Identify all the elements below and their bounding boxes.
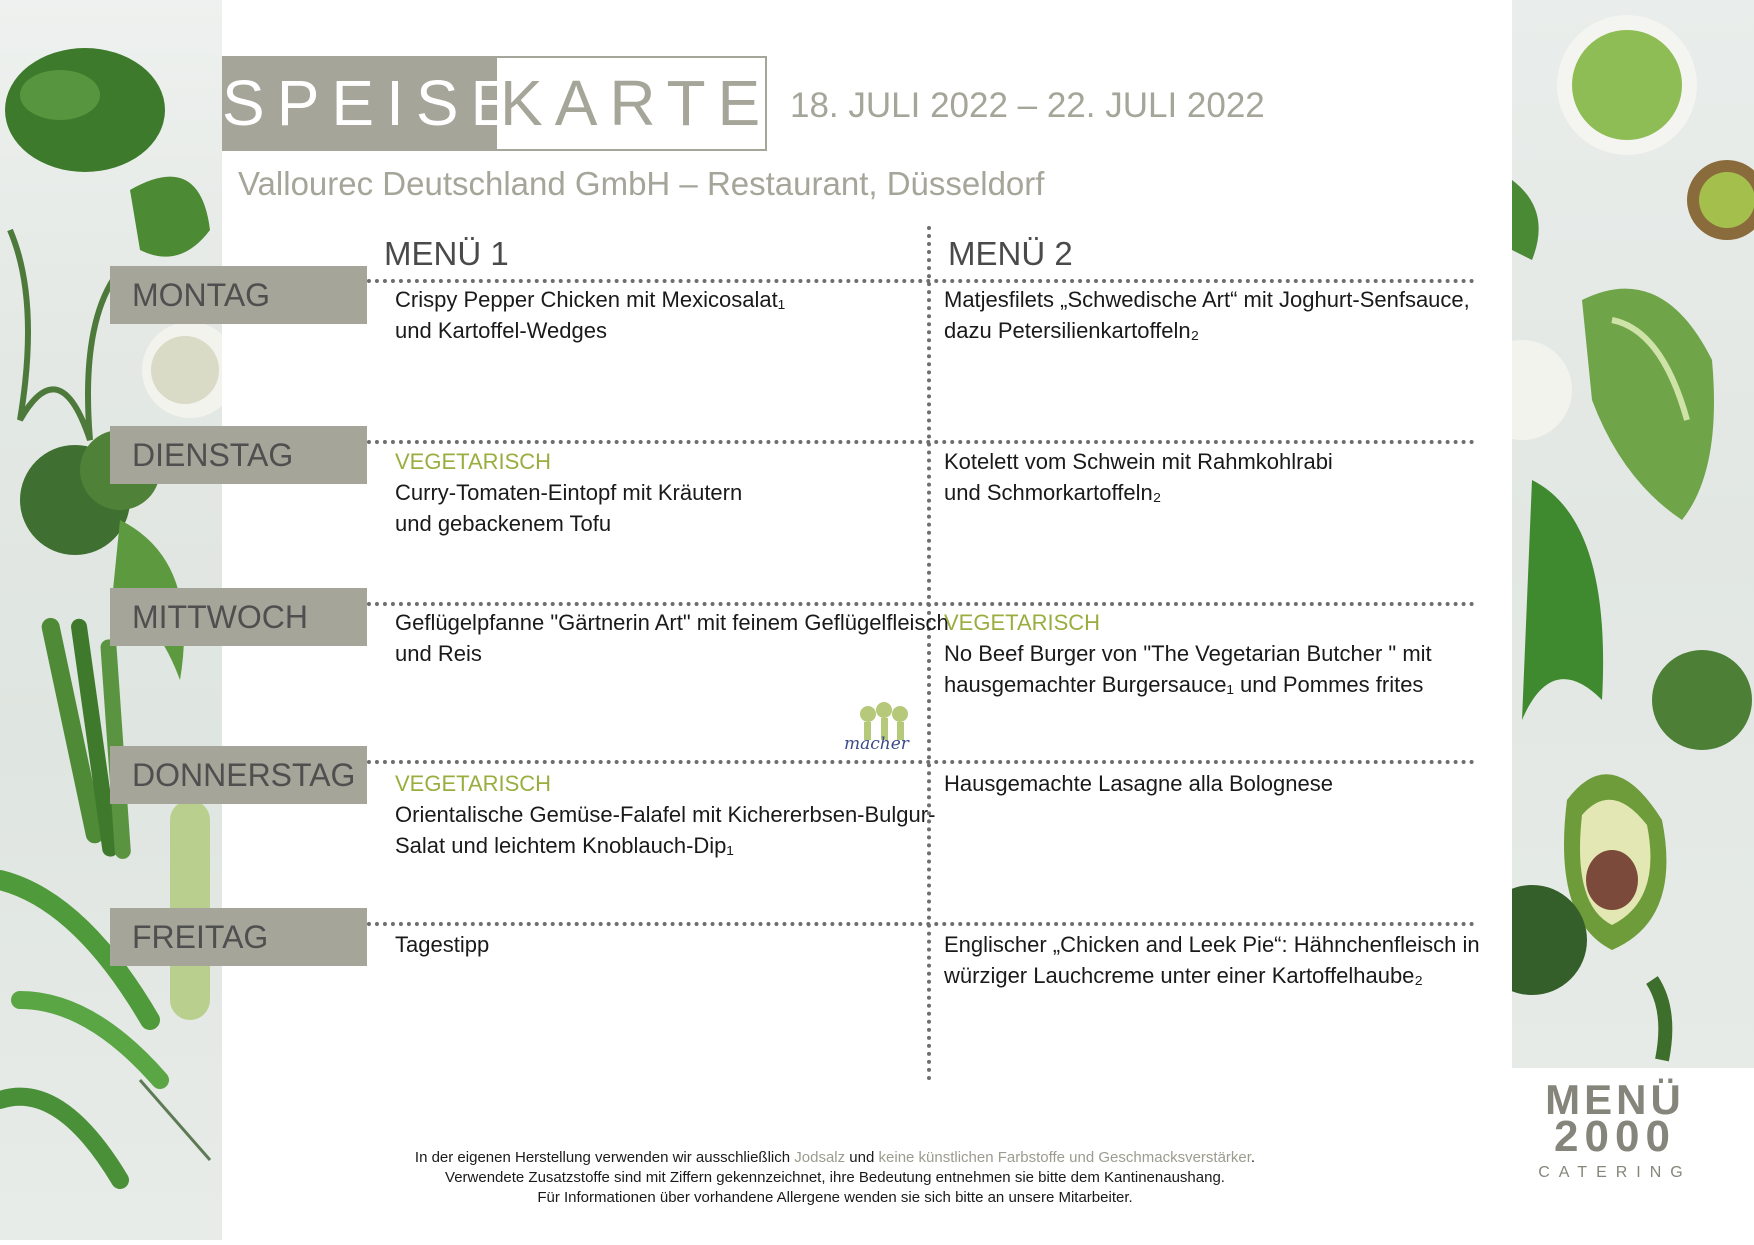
row-divider <box>335 279 1475 283</box>
meal-mittwoch-menu2 <box>944 607 1432 700</box>
day-label-donnerstag: DONNERSTAG <box>110 746 367 804</box>
menu1-heading: MENÜ 1 <box>384 235 509 272</box>
row-divider <box>335 602 1475 606</box>
meal-line: No Beef Burger von "The Vegetarian Butcher " mit <box>944 641 1432 666</box>
restaurant-subtitle: Vallourec Deutschland GmbH – Restaurant, Düsseldorf <box>238 165 1045 202</box>
menu2-heading: MENÜ 2 <box>948 235 1073 272</box>
meal-line: hausgemachter Burgersauce₁ und Pommes frites <box>944 672 1424 697</box>
day-label-dienstag: DIENSTAG <box>110 426 367 484</box>
footer-notes <box>300 1148 1370 1208</box>
row-divider <box>335 760 1475 764</box>
date-range: 18. JULI 2022 – 22. JULI 2022 <box>790 86 1265 125</box>
logo-line-1: MENÜ <box>1545 1076 1685 1123</box>
vegetable-image-right <box>1512 0 1754 1068</box>
footer-line-3: Für Informationen über vorhandene Allergene wenden sie sich bitte an unsere Mitarbeiter. <box>537 1189 1133 1206</box>
vegetarian-tag: VEGETARISCH <box>395 771 552 796</box>
footer-text: . <box>1250 1149 1256 1166</box>
meal-line: und Kartoffel-Wedges <box>395 318 607 343</box>
meal-freitag-menu1 <box>395 929 489 960</box>
meal-line: Hausgemachte Lasagne alla Bolognese <box>944 771 1333 796</box>
meal-line: Curry-Tomaten-Eintopf mit Kräutern <box>395 480 743 505</box>
meal-freitag-menu2 <box>944 929 1480 991</box>
footer-line-2: Verwendete Zusatzstoffe sind mit Ziffern gekennzeichnet, ihre Bedeutung entnehmen sie bitte dem Kantinenaushang. <box>445 1169 1225 1186</box>
meal-line: Salat und leichtem Knoblauch-Dip₁ <box>395 833 734 858</box>
day-label-mittwoch: MITTWOCH <box>110 588 367 646</box>
title-karte: KARTE <box>500 67 773 139</box>
meal-line: Englischer „Chicken and Leek Pie“: Hähnchenfleisch in <box>944 932 1480 957</box>
meal-line: und Reis <box>395 641 482 666</box>
meal-mittwoch-menu1 <box>395 607 949 669</box>
meal-line: Geflügelpfanne "Gärtnerin Art" mit feinem Geflügelfleisch <box>395 610 949 635</box>
row-divider <box>335 922 1475 926</box>
meal-line: würziger Lauchcreme unter einer Kartoffelhaube₂ <box>944 963 1423 988</box>
meal-line: Tagestipp <box>395 932 490 957</box>
fitmacher-badge <box>840 700 920 755</box>
meal-line: Crispy Pepper Chicken mit Mexicosalat₁ <box>395 287 786 312</box>
meal-dienstag-menu2 <box>944 446 1333 508</box>
row-divider <box>335 440 1475 444</box>
meal-line: Orientalische Gemüse-Falafel mit Kichererbsen-Bulgur- <box>395 802 936 827</box>
footer-highlight: Jodsalz <box>794 1149 846 1166</box>
meal-dienstag-menu1 <box>395 446 742 539</box>
meal-montag-menu1 <box>395 284 785 346</box>
footer-line-1 <box>300 1148 1370 1168</box>
footer-highlight: keine künstlichen Farbstoffe und Geschmacksverstärker <box>878 1149 1251 1166</box>
day-label-freitag: FREITAG <box>110 908 367 966</box>
vegetable-illustration-right <box>1512 0 1754 1068</box>
logo-line-3: CATERING <box>1538 1164 1692 1181</box>
meal-donnerstag-menu2 <box>944 768 1333 799</box>
meal-montag-menu2 <box>944 284 1470 346</box>
meal-line: Kotelett vom Schwein mit Rahmkohlrabi <box>944 449 1333 474</box>
title-speise: SPEISE <box>222 56 497 151</box>
meal-line: Matjesfilets „Schwedische Art“ mit Joghurt-Senfsauce, <box>944 287 1470 312</box>
meal-line: und Schmorkartoffeln₂ <box>944 480 1162 505</box>
meal-line: dazu Petersilienkartoffeln₂ <box>944 318 1200 343</box>
day-label-montag: MONTAG <box>110 266 367 324</box>
fitmacher-text: macher <box>844 734 909 754</box>
footer-text: und <box>845 1149 879 1166</box>
vegetarian-tag: VEGETARISCH <box>944 610 1101 635</box>
menu2000-logo <box>1520 1076 1710 1190</box>
footer-text: In der eigenen Herstellung verwenden wir ausschließlich <box>414 1149 795 1166</box>
meal-donnerstag-menu1 <box>395 768 935 861</box>
meal-line: und gebackenem Tofu <box>395 511 612 536</box>
logo-line-2: 2000 <box>1554 1112 1676 1161</box>
vegetarian-tag: VEGETARISCH <box>395 449 552 474</box>
